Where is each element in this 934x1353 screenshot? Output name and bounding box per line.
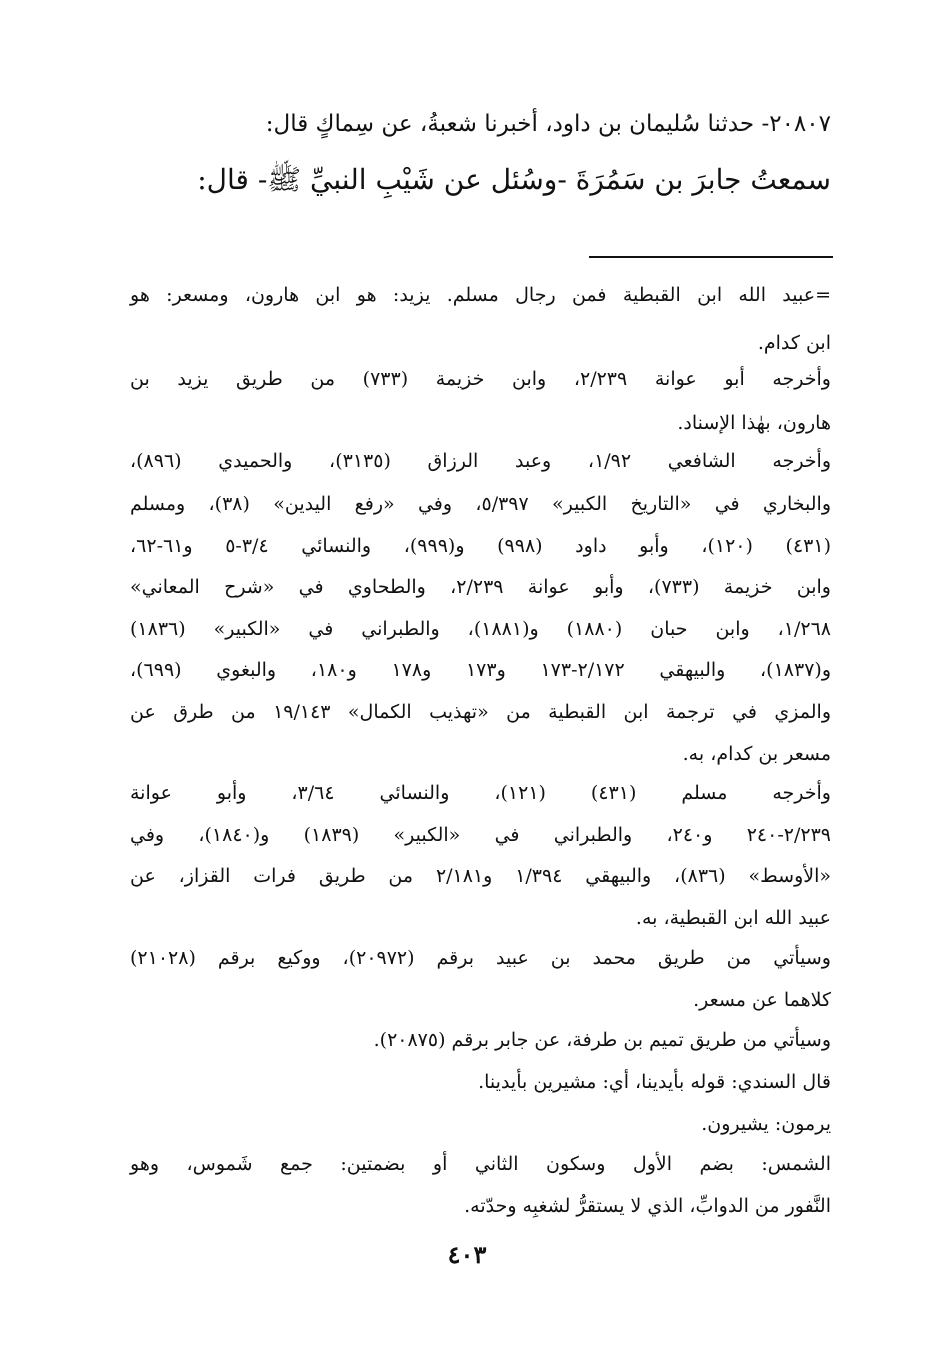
page-number: ٤٠٣ (447, 1240, 487, 1269)
hadith-line-1: ٢٠٨٠٧- حدثنا سُليمان بن داود، أخبرنا شعبةُ، عن سِماكٍ قال: (265, 111, 831, 137)
footnote-line: ١/٢٦٨، وابن حبان (١٨٨٠) و(١٨٨١)، والطبراني في «الكبير» (١٨٣٦) (130, 618, 831, 640)
footnote-line: كلاهما عن مسعر. (693, 989, 831, 1011)
footnote-line: وأخرجه مسلم (٤٣١) (١٢١)، والنسائي ٣/٦٤، وأبو عوانة (130, 782, 831, 804)
footnote-divider (589, 256, 833, 258)
footnote-line: ٢/٢٣٩-٢٤٠ و٢٤٠، والطبراني في «الكبير» (١٨٣٩) و(١٨٤٠)، وفي (130, 824, 831, 846)
footnote-line: الشمس: بضم الأول وسكون الثاني أو بضمتين: جمع شَموس، وهو (130, 1153, 831, 1175)
footnote-line: وابن خزيمة (٧٣٣)، وأبو عوانة ٢/٢٣٩، والطحاوي في «شرح المعاني» (130, 576, 831, 598)
footnote-line: ابن كدام. (757, 332, 831, 354)
footnote-line: (٤٣١) (١٢٠)، وأبو داود (٩٩٨) و(٩٩٩)، والنسائي ٣/٤-٥ و٦١-٦٢، (130, 535, 832, 557)
footnote-line: «الأوسط» (٨٣٦)، والبيهقي ١/٣٩٤ و٢/١٨١ من طريق فرات القزاز، عن (130, 865, 831, 887)
footnote-line: وسيأتي من طريق تميم بن طرفة، عن جابر برقم (٢٠٨٧٥). (373, 1029, 831, 1051)
footnote-line: =عبيد الله ابن القبطية فمن رجال مسلم. يزيد: هو ابن هارون، ومسعر: هو (130, 284, 831, 306)
hadith-line-2: سمعتُ جابرَ بن سَمُرَةَ -وسُئل عن شَيْبِ النبيِّ ﷺ- قال: (197, 163, 831, 196)
footnote-line: قال السندي: قوله بأيدينا، أي: مشيرين بأيدينا. (478, 1071, 831, 1093)
footnote-line: والبخاري في «التاريخ الكبير» ٥/٣٩٧، وفي «رفع اليدين» (٣٨)، ومسلم (130, 493, 832, 515)
footnote-line: عبيد الله ابن القبطية، به. (635, 907, 831, 929)
footnote-line: وسيأتي من طريق محمد بن عبيد برقم (٢٠٩٧٢)، ووكيع برقم (٢١٠٢٨) (130, 947, 831, 969)
footnote-line: والمزي في ترجمة ابن القبطية من «تهذيب الكمال» ١٩/١٤٣ من طرق عن (130, 701, 831, 723)
footnote-line: و(١٨٣٧)، والبيهقي ٢/١٧٢-١٧٣ و١٧٣ و١٧٨ و١٨٠، والبغوي (٦٩٩)، (130, 659, 831, 681)
footnote-line: يرمون: يشيرون. (701, 1113, 831, 1135)
footnote-line: هارون، بهٰذا الإسناد. (677, 412, 831, 434)
footnote-line: وأخرجه الشافعي ١/٩٢، وعبد الرزاق (٣١٣٥)، والحميدي (٨٩٦)، (130, 450, 832, 472)
footnote-line: مسعر بن كدام، به. (682, 743, 831, 765)
footnote-line: النَّفور من الدوابِّ، الذي لا يستقرُّ لشغبِه وحدّته. (464, 1195, 831, 1217)
footnote-line: وأخرجه أبو عوانة ٢/٢٣٩، وابن خزيمة (٧٣٣) من طريق يزيد بن (130, 368, 831, 390)
